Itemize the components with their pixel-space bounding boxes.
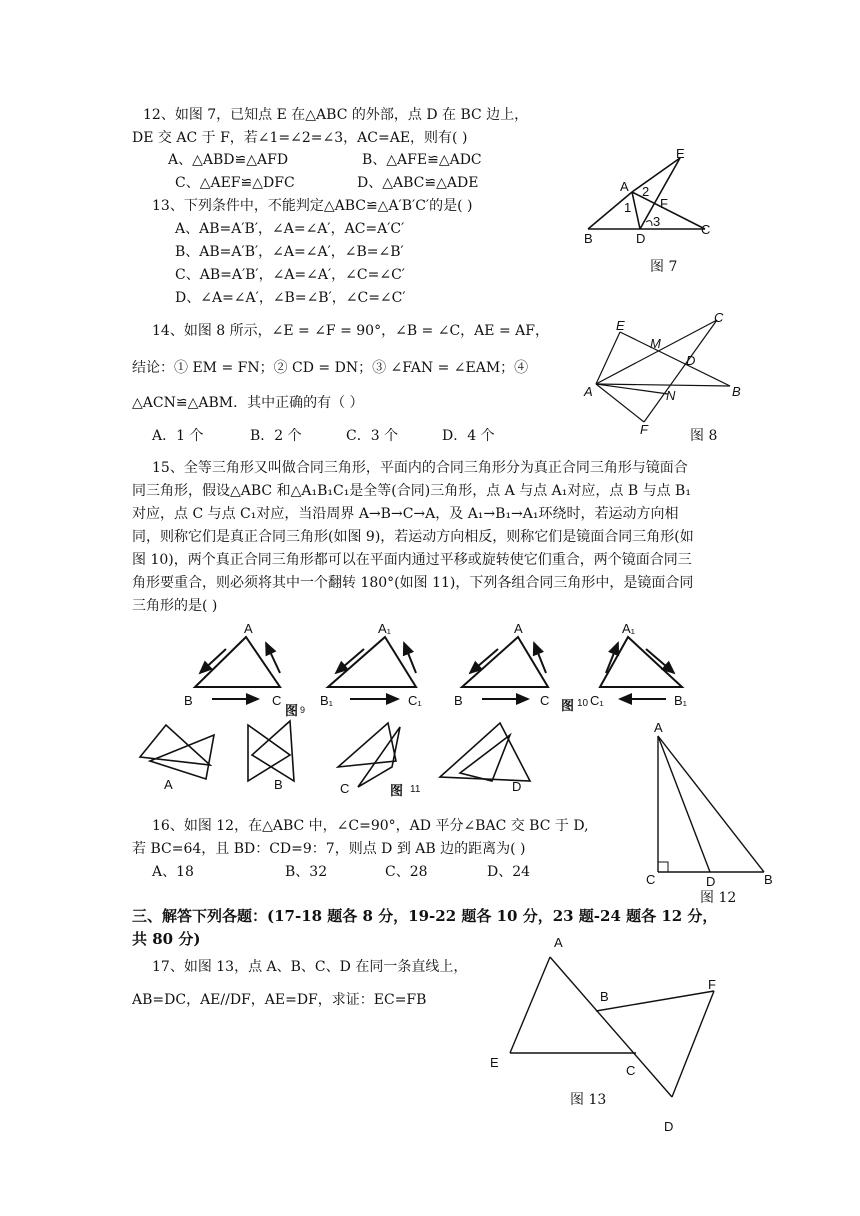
fig13-label-b: B: [600, 989, 609, 1004]
q15-line-6: 角形要重合，则必须将其中一个翻转 180°(如图 11)，下列各组合同三角形中，是镜面合同: [132, 575, 694, 591]
fig8-label-d: D: [686, 353, 696, 368]
fig10-t1-label-b: B: [454, 693, 463, 708]
fig7-label-b: B: [584, 231, 593, 246]
fig12-label-b: B: [764, 872, 773, 887]
fig9-caption: 图: [285, 703, 299, 718]
fig13-label-a: A: [554, 935, 563, 950]
fig12-label-c: C: [646, 872, 656, 887]
fig7-label-a: A: [620, 179, 629, 194]
q12-option-d: D、△ABC≌△ADE: [357, 175, 479, 191]
section3-title-line2: 共 80 分): [132, 930, 201, 948]
q15-line-2: 同三角形，假设△ABC 和△A₁B₁C₁是全等(合同)三角形，点 A 与点 A₁对应，点 B 与点 B₁: [132, 483, 691, 499]
fig7-label-d: D: [636, 231, 646, 246]
fig7-caption: 图 7: [650, 259, 678, 275]
section3-title-line1: 三、解答下列各题：(17-18 题各 8 分，19-22 题各 10 分，23 题-24 题各 12 分，: [132, 907, 718, 925]
fig9-t1-label-c: C: [272, 693, 282, 708]
q13-option-d: D、∠A=∠A′，∠B=∠B′，∠C=∠C′: [175, 290, 406, 306]
q14-option-a: A．1 个: [152, 428, 204, 444]
fig13-label-d: D: [664, 1119, 674, 1134]
fig11-label-a: A: [164, 777, 173, 792]
fig11-label-c: C: [340, 781, 350, 796]
fig7-label-1: 1: [624, 200, 632, 215]
fig7-label-e: E: [676, 146, 685, 161]
fig8-label-c: C: [714, 310, 724, 325]
q14-line3: △ACN≌△ABM．其中正确的有（ ）: [132, 395, 364, 411]
q13-option-a: A、AB=A′B′，∠A=∠A′，AC=A′C′: [175, 221, 405, 237]
q16-line2: 若 BC=64，且 BD：CD=9：7，则点 D 到 AB 边的距离为( ): [132, 841, 526, 857]
fig9-caption-number: 9: [300, 705, 306, 715]
fig12-label-d: D: [706, 874, 716, 889]
fig8-label-m: M: [650, 336, 661, 351]
fig11-caption-number: 11: [410, 784, 421, 795]
fig10-t2-label-b1: B₁: [674, 693, 688, 708]
fig9-t1-label-a: A: [244, 621, 253, 636]
q14-option-c: C．3 个: [346, 428, 399, 444]
fig9-t2-label-a1: A₁: [378, 621, 392, 636]
fig13-label-f: F: [708, 977, 716, 992]
q15-line-7: 三角形的是( ): [132, 598, 218, 614]
fig7-label-3: 3: [653, 214, 661, 229]
fig8-label-e: E: [616, 318, 625, 333]
figure-11: [130, 715, 550, 805]
figure-7: [580, 146, 720, 246]
fig8-label-a: A: [584, 384, 593, 399]
q14-option-b: B．2 个: [250, 428, 302, 444]
fig7-label-c: C: [701, 222, 711, 237]
fig9-t2-label-c1: C₁: [408, 693, 422, 708]
fig12-caption: 图 12: [700, 890, 737, 906]
fig8-label-b: B: [732, 384, 741, 399]
figures-9-10: [180, 615, 720, 715]
figure-12: [640, 720, 773, 890]
fig8-label-f: F: [640, 422, 648, 437]
q15-line-4: 同，则称它们是真正合同三角形(如图 9)，若运动方向相反，则称它们是镜面合同三角形(如: [132, 529, 694, 545]
fig11-caption: 图: [390, 783, 404, 798]
fig11-label-d: D: [512, 779, 522, 794]
q16-option-c: C、28: [385, 864, 428, 880]
fig7-label-2: 2: [642, 184, 650, 199]
q13-option-c: C、AB=A′B′，∠A=∠A′，∠C=∠C′: [175, 267, 405, 283]
q17-line1: 17、如图 13，点 A、B、C、D 在同一条直线上，: [152, 959, 468, 975]
fig13-label-c: C: [626, 1063, 636, 1078]
fig8-label-n: N: [666, 388, 676, 403]
q16-option-a: A、18: [152, 864, 194, 880]
fig10-caption-number: 10: [577, 698, 589, 709]
fig13-label-e: E: [490, 1055, 499, 1070]
fig7-label-f: F: [660, 196, 668, 211]
fig10-t1-label-c: C: [540, 693, 550, 708]
q13-stem: 13、下列条件中，不能判定△ABC≌△A′B′C′的是( ): [152, 198, 473, 214]
fig12-label-a: A: [654, 720, 663, 735]
fig13-caption: 图 13: [570, 1092, 607, 1108]
fig10-t1-label-a: A: [514, 621, 523, 636]
q14-option-d: D．4 个: [442, 428, 495, 444]
q15-line-5: 图 10)，两个真正合同三角形都可以在平面内通过平移或旋转使它们重合，两个镜面合同三: [132, 552, 692, 568]
fig10-caption: 图: [561, 698, 575, 713]
q15-line-1: 15、全等三角形又叫做合同三角形，平面内的合同三角形分为真正合同三角形与镜面合: [152, 460, 688, 476]
fig8-caption: 图 8: [690, 428, 718, 444]
fig11-label-b: B: [274, 777, 283, 792]
q12-line1: 12、如图 7，已知点 E 在△ABC 的外部，点 D 在 BC 边上，: [143, 107, 529, 123]
q13-option-b: B、AB=A′B′，∠A=∠A′，∠B=∠B′: [175, 244, 404, 260]
q12-option-c: C、△AEF≌△DFC: [175, 175, 295, 191]
fig10-t2-label-c1: C₁: [590, 693, 604, 708]
q16-option-d: D、24: [487, 864, 531, 880]
q14-line2: 结论：① EM = FN；② CD = DN；③ ∠FAN = ∠EAM；④: [132, 360, 529, 376]
fig9-t2-label-b1: B₁: [320, 693, 334, 708]
q16-option-b: B、32: [285, 864, 328, 880]
q16-line1: 16、如图 12，在△ABC 中，∠C=90°，AD 平分∠BAC 交 BC 于 D,: [152, 818, 589, 834]
q14-line1: 14、如图 8 所示，∠E = ∠F = 90°，∠B = ∠C，AE = AF，: [152, 323, 549, 339]
q12-line2: DE 交 AC 于 F，若∠1=∠2=∠3，AC=AE，则有( ): [132, 130, 468, 146]
fig9-t1-label-b: B: [184, 693, 193, 708]
q12-option-a: A、△ABD≌△AFD: [168, 152, 289, 168]
q12-option-b: B、△AFE≌△ADC: [362, 152, 482, 168]
fig10-t2-label-a1: A₁: [622, 621, 636, 636]
q17-line2: AB=DC，AE//DF，AE=DF，求证：EC=FB: [132, 992, 427, 1008]
q15-line-3: 对应，点 C 与点 C₁对应，当沿周界 A→B→C→A，及 A₁→B₁→A₁环绕时，若运动方向相: [132, 506, 679, 522]
